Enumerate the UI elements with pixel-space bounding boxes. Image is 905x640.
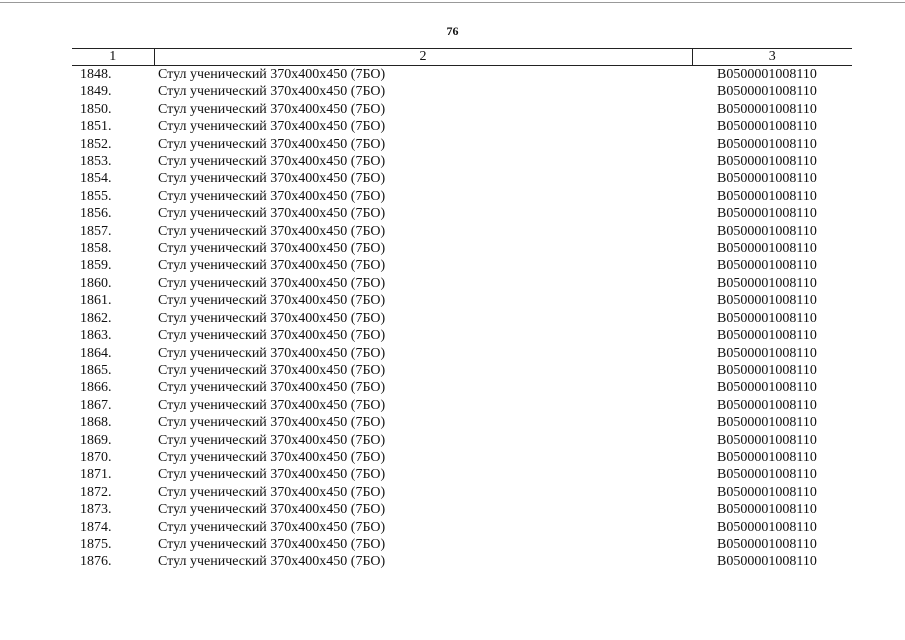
item-code: B0500001008110 (717, 536, 817, 552)
table-row (72, 275, 852, 292)
item-code: B0500001008110 (717, 397, 817, 413)
table-row (72, 153, 852, 170)
table-row (72, 553, 852, 570)
column-header-code: 3 (692, 49, 852, 66)
item-code: B0500001008110 (717, 84, 817, 100)
row-number: 1869. (80, 432, 112, 448)
row-number: 1873. (80, 502, 112, 518)
table-header-row (72, 49, 852, 66)
item-name: Стул ученический 370x400x450 (7БО) (158, 171, 386, 187)
table-row (72, 223, 852, 240)
item-name: Стул ученический 370x400x450 (7БО) (158, 536, 386, 552)
item-name: Стул ученический 370x400x450 (7БО) (158, 310, 386, 326)
table-row (72, 345, 852, 362)
item-name: Стул ученический 370x400x450 (7БО) (158, 345, 386, 361)
item-name: Стул ученический 370x400x450 (7БО) (158, 397, 386, 413)
table-row (72, 466, 852, 483)
row-number: 1865. (80, 362, 112, 378)
row-number: 1852. (80, 136, 112, 152)
table-row (72, 501, 852, 518)
item-name: Стул ученический 370x400x450 (7БО) (158, 275, 386, 291)
row-number: 1871. (80, 467, 112, 483)
row-number: 1864. (80, 345, 112, 361)
item-code: B0500001008110 (717, 206, 817, 222)
item-code: B0500001008110 (717, 293, 817, 309)
item-code: B0500001008110 (717, 154, 817, 170)
table-row (72, 519, 852, 536)
row-number: 1872. (80, 484, 112, 500)
row-number: 1860. (80, 275, 112, 291)
row-number: 1859. (80, 258, 112, 274)
row-number: 1853. (80, 154, 112, 170)
table-row (72, 101, 852, 118)
table-row (72, 240, 852, 257)
table-row (72, 536, 852, 553)
inventory-table (72, 48, 852, 571)
row-number: 1862. (80, 310, 112, 326)
item-name: Стул ученический 370x400x450 (7БО) (158, 380, 386, 396)
table-row (72, 379, 852, 396)
row-number: 1857. (80, 223, 112, 239)
item-name: Стул ученический 370x400x450 (7БО) (158, 467, 386, 483)
item-code: B0500001008110 (717, 380, 817, 396)
item-name: Стул ученический 370x400x450 (7БО) (158, 258, 386, 274)
table-row (72, 414, 852, 431)
item-code: B0500001008110 (717, 467, 817, 483)
item-name: Стул ученический 370x400x450 (7БО) (158, 84, 386, 100)
item-code: B0500001008110 (717, 275, 817, 291)
table-row (72, 292, 852, 309)
item-code: B0500001008110 (717, 67, 817, 82)
row-number: 1866. (80, 380, 112, 396)
item-code: B0500001008110 (717, 310, 817, 326)
item-code: B0500001008110 (717, 119, 817, 135)
table-row (72, 397, 852, 414)
item-code: B0500001008110 (717, 362, 817, 378)
item-name: Стул ученический 370x400x450 (7БО) (158, 67, 386, 82)
item-code: B0500001008110 (717, 101, 817, 117)
row-number: 1855. (80, 188, 112, 204)
table-row (72, 188, 852, 205)
item-code: B0500001008110 (717, 136, 817, 152)
table-row (72, 432, 852, 449)
item-code: B0500001008110 (717, 432, 817, 448)
row-number: 1850. (80, 101, 112, 117)
table-row (72, 310, 852, 327)
item-code: B0500001008110 (717, 188, 817, 204)
table-row (72, 136, 852, 153)
table-row (72, 205, 852, 222)
item-code: B0500001008110 (717, 241, 817, 257)
scan-top-edge (0, 0, 905, 3)
item-name: Стул ученический 370x400x450 (7БО) (158, 328, 386, 344)
item-code: B0500001008110 (717, 328, 817, 344)
item-name: Стул ученический 370x400x450 (7БО) (158, 293, 386, 309)
table-row (72, 362, 852, 379)
item-name: Стул ученический 370x400x450 (7БО) (158, 554, 386, 570)
table-row (72, 118, 852, 135)
item-code: B0500001008110 (717, 223, 817, 239)
item-code: B0500001008110 (717, 345, 817, 361)
item-code: B0500001008110 (717, 258, 817, 274)
item-name: Стул ученический 370x400x450 (7БО) (158, 519, 386, 535)
table-row (72, 327, 852, 344)
item-code: B0500001008110 (717, 502, 817, 518)
column-header-name: 2 (154, 49, 692, 66)
item-name: Стул ученический 370x400x450 (7БО) (158, 432, 386, 448)
item-name: Стул ученический 370x400x450 (7БО) (158, 136, 386, 152)
item-code: B0500001008110 (717, 484, 817, 500)
item-name: Стул ученический 370x400x450 (7БО) (158, 484, 386, 500)
row-number: 1849. (80, 84, 112, 100)
table-row (72, 170, 852, 187)
row-number: 1861. (80, 293, 112, 309)
table-body (72, 66, 852, 571)
row-number: 1874. (80, 519, 112, 535)
item-code: B0500001008110 (717, 554, 817, 570)
item-name: Стул ученический 370x400x450 (7БО) (158, 101, 386, 117)
item-name: Стул ученический 370x400x450 (7БО) (158, 188, 386, 204)
item-code: B0500001008110 (717, 519, 817, 535)
table-row (72, 484, 852, 501)
item-name: Стул ученический 370x400x450 (7БО) (158, 502, 386, 518)
row-number: 1856. (80, 206, 112, 222)
row-number: 1868. (80, 415, 112, 431)
item-name: Стул ученический 370x400x450 (7БО) (158, 241, 386, 257)
row-number: 1876. (80, 554, 112, 570)
table-row (72, 449, 852, 466)
column-header-number: 1 (72, 49, 154, 66)
item-name: Стул ученический 370x400x450 (7БО) (158, 223, 386, 239)
item-code: B0500001008110 (717, 171, 817, 187)
item-name: Стул ученический 370x400x450 (7БО) (158, 449, 386, 465)
row-number: 1854. (80, 171, 112, 187)
row-number: 1848. (80, 67, 112, 82)
row-number: 1851. (80, 119, 112, 135)
page-number: 76 (446, 24, 459, 38)
table-row (72, 257, 852, 274)
table-row (72, 66, 852, 84)
item-name: Стул ученический 370x400x450 (7БО) (158, 362, 386, 378)
row-number: 1870. (80, 449, 112, 465)
item-code: B0500001008110 (717, 415, 817, 431)
item-name: Стул ученический 370x400x450 (7БО) (158, 154, 386, 170)
item-name: Стул ученический 370x400x450 (7БО) (158, 119, 386, 135)
item-name: Стул ученический 370x400x450 (7БО) (158, 206, 386, 222)
row-number: 1867. (80, 397, 112, 413)
row-number: 1863. (80, 328, 112, 344)
row-number: 1858. (80, 241, 112, 257)
item-code: B0500001008110 (717, 449, 817, 465)
table-row (72, 83, 852, 100)
row-number: 1875. (80, 536, 112, 552)
item-name: Стул ученический 370x400x450 (7БО) (158, 415, 386, 431)
